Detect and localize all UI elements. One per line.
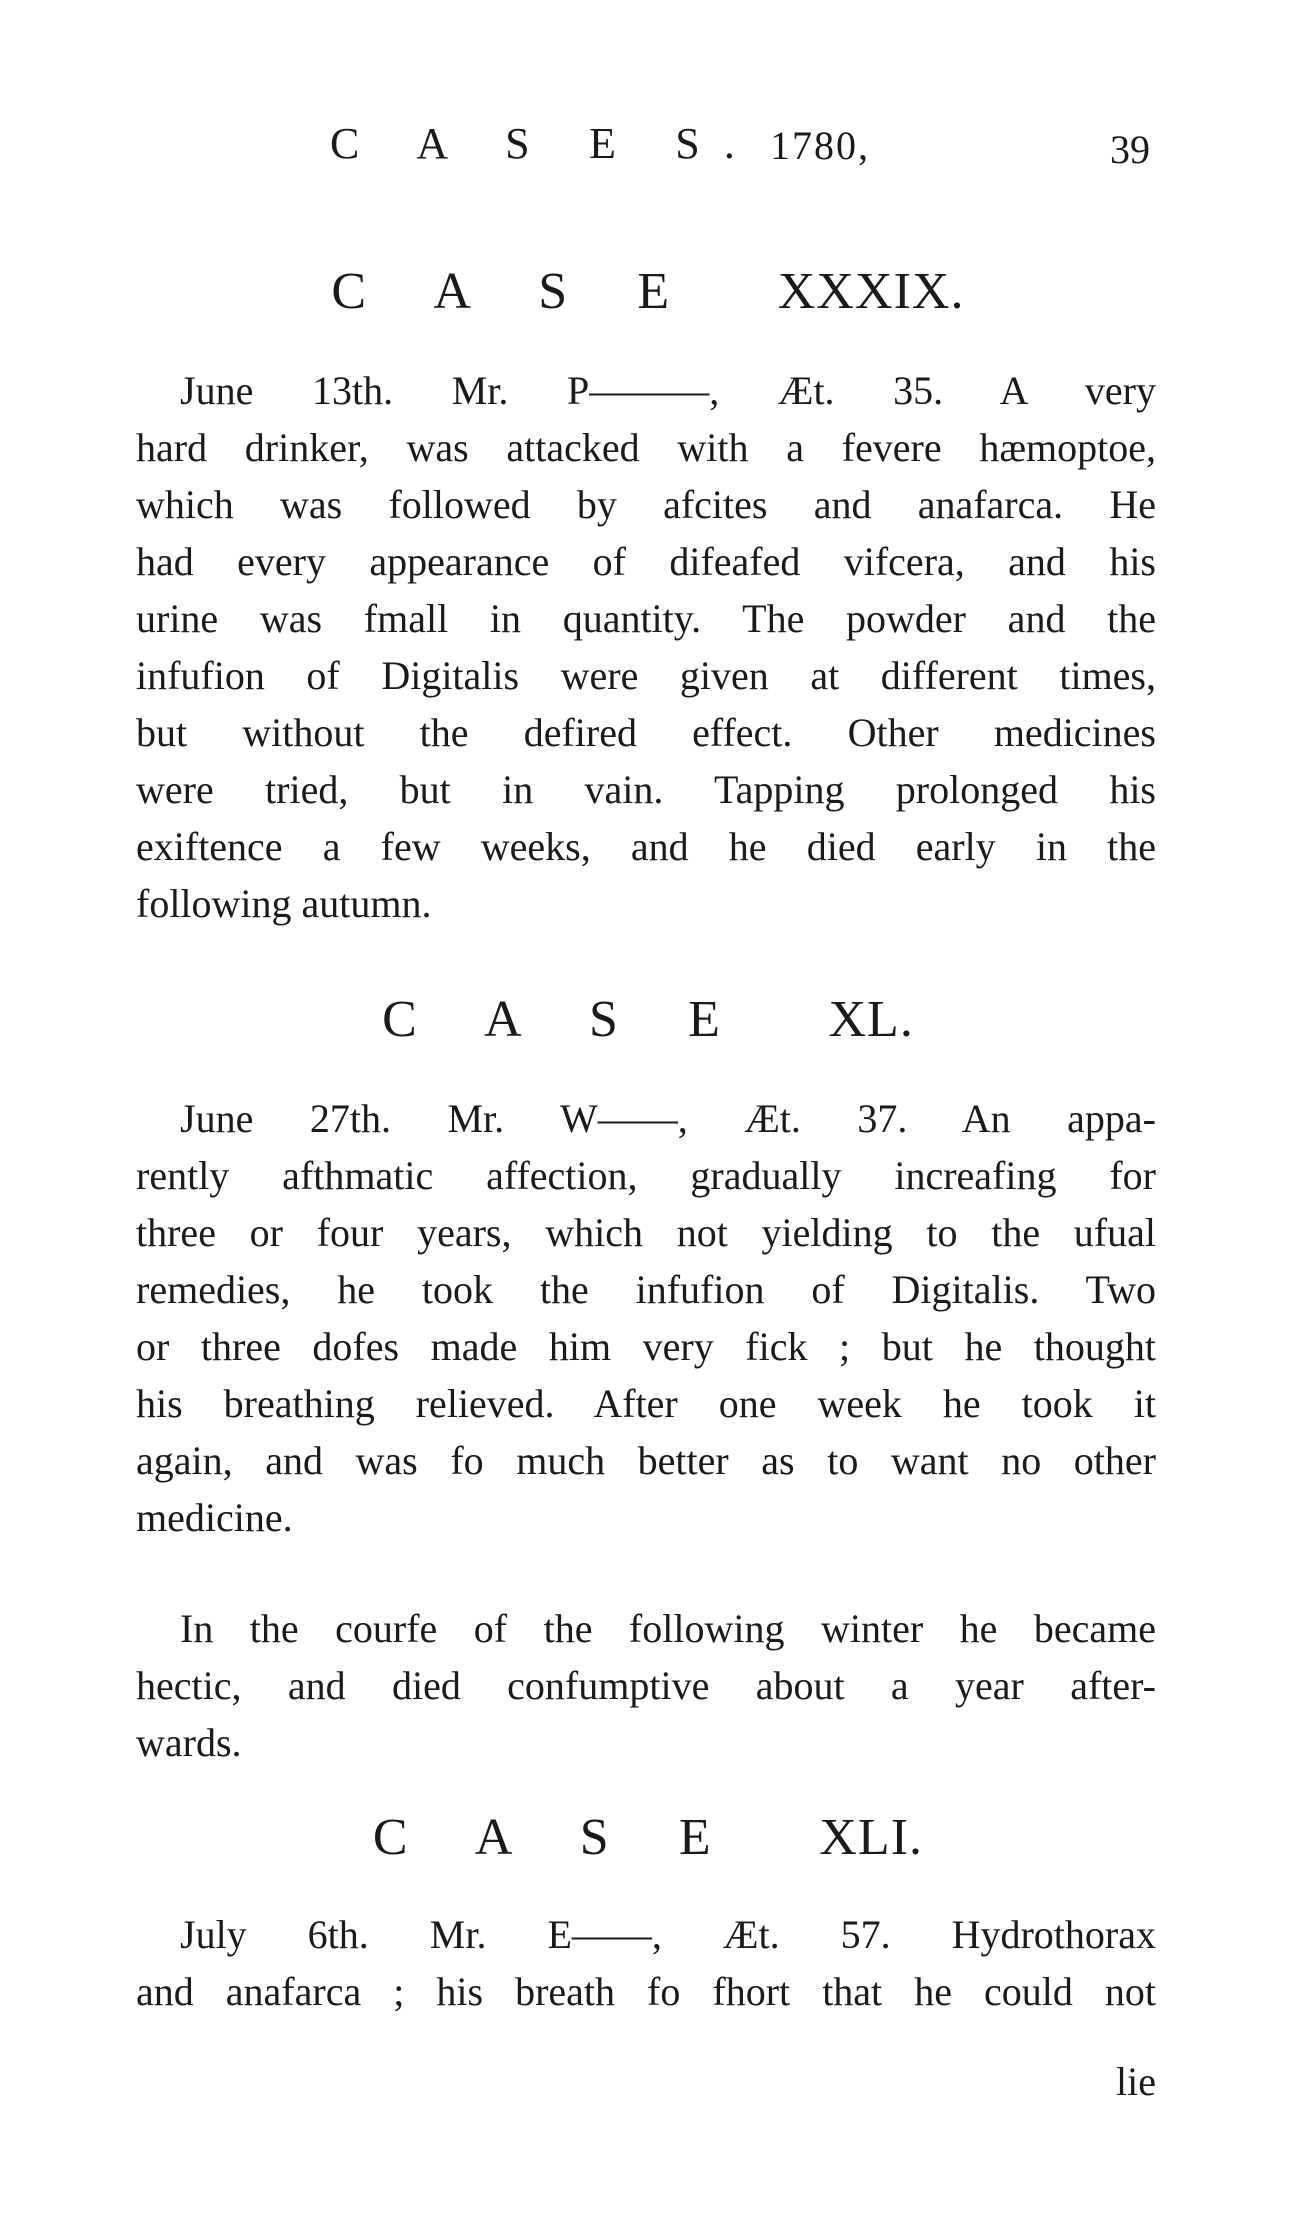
case-xl-paragraph-2: [136, 1600, 1156, 1771]
text-line: but without the defired effect. Other medicines: [136, 710, 1156, 755]
case-xli-paragraph: [136, 1906, 1156, 2020]
text-line: hectic, and died confumptive about a year after-: [136, 1663, 1156, 1708]
case-heading-xl: [0, 990, 1296, 1049]
text-line: were tried, but in vain. Tapping prolonged his: [136, 767, 1156, 812]
case-heading-number: XLI.: [819, 1809, 924, 1866]
text-line: June 27th. Mr. W——, Æt. 37. An appa-: [180, 1096, 1156, 1141]
running-year: 1780,: [770, 123, 870, 168]
running-head: [330, 118, 1150, 188]
text-line: had every appearance of difeafed vifcera, and his: [136, 539, 1156, 584]
text-line: three or four years, which not yielding to the ufual: [136, 1210, 1156, 1255]
page-number: 39: [1110, 127, 1150, 172]
case-xxxix-paragraph: [136, 362, 1156, 932]
text-line: June 13th. Mr. P———, Æt. 35. A very: [180, 368, 1156, 413]
case-heading-word: C A S E: [331, 263, 698, 320]
text-line: infufion of Digitalis were given at different times,: [136, 653, 1156, 698]
text-line: wards.: [136, 1720, 242, 1765]
text-line: exiftence a few weeks, and he died early in the: [136, 824, 1156, 869]
text-line: which was followed by afcites and anafarca. He: [136, 482, 1156, 527]
case-xl-paragraph: [136, 1090, 1156, 1546]
text-line: In the courfe of the following winter he became: [180, 1606, 1156, 1651]
text-line: July 6th. Mr. E——, Æt. 57. Hydrothorax: [180, 1912, 1156, 1957]
case-heading-number: XXXIX.: [777, 263, 965, 320]
case-heading-xxxix: [0, 262, 1296, 321]
text-line: following autumn.: [136, 881, 432, 926]
case-heading-xli: [0, 1808, 1296, 1867]
text-line: or three dofes made him very fick ; but he thought: [136, 1324, 1156, 1369]
text-line: hard drinker, was attacked with a fevere hæmoptoe,: [136, 425, 1156, 470]
text-line: remedies, he took the infufion of Digitalis. Two: [136, 1267, 1156, 1312]
text-line: rently afthmatic affection, gradually increafing for: [136, 1153, 1156, 1198]
case-heading-number: XL.: [828, 991, 914, 1048]
running-title: C A S E S.: [330, 119, 760, 168]
text-line: medicine.: [136, 1495, 293, 1540]
text-line: and anafarca ; his breath fo fhort that he could not: [136, 1969, 1156, 2014]
text-line: urine was fmall in quantity. The powder and the: [136, 596, 1156, 641]
text-line: again, and was fo much better as to want no other: [136, 1438, 1156, 1483]
case-heading-word: C A S E: [382, 991, 749, 1048]
case-heading-word: C A S E: [372, 1809, 740, 1866]
catchword: lie: [1116, 2059, 1156, 2104]
text-line: his breathing relieved. After one week he took it: [136, 1381, 1156, 1426]
